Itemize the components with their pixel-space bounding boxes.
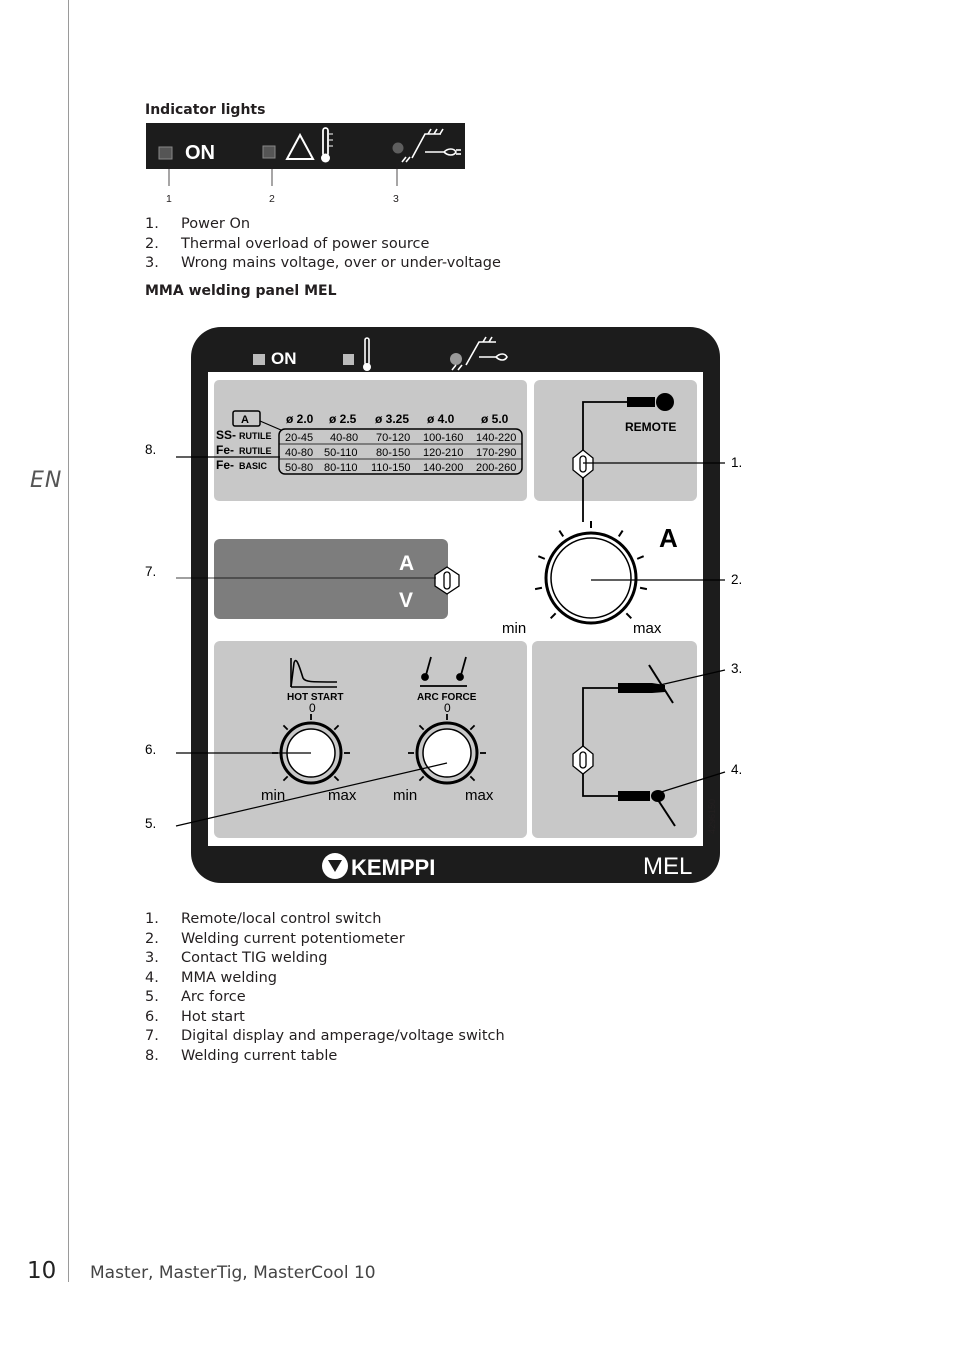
list-item-number: 4. <box>145 969 159 986</box>
list-item-number: 3. <box>145 255 159 271</box>
arc-force-max: max <box>465 787 494 804</box>
tig-connector <box>618 683 652 693</box>
knob-tick <box>535 588 542 589</box>
table-cell: 170-290 <box>476 447 517 459</box>
mma-connector <box>618 791 650 801</box>
electrode-prefix: Fe- <box>216 458 234 472</box>
list-item-number: 5. <box>145 989 159 1005</box>
list-item-text: Power On <box>181 216 251 232</box>
knob-tick <box>640 588 647 589</box>
panel-heading: MMA welding panel MEL <box>145 283 337 299</box>
mains-voltage-led <box>450 353 462 365</box>
page-number: 10 <box>27 1258 57 1284</box>
indicator-list <box>145 215 501 274</box>
current-unit-label: A <box>659 523 678 553</box>
on-label: ON <box>271 349 297 368</box>
list-item <box>145 254 501 274</box>
indicator-strip-figure <box>140 120 480 210</box>
hot-start-max: max <box>328 787 357 804</box>
footer-title: Master, MasterTig, MasterCool 10 <box>90 1263 376 1283</box>
remote-socket <box>656 393 674 411</box>
indicator-callout-2: 2 <box>269 193 275 205</box>
callout-8: 8. <box>145 442 157 457</box>
electrode-type: RUTILE <box>239 431 272 441</box>
list-item-text: Wrong mains voltage, over or under-voltage <box>181 255 501 271</box>
kemppi-logo <box>322 853 435 880</box>
diameter-header: ø 2.5 <box>329 412 357 426</box>
callout-1: 1. <box>731 455 743 470</box>
list-item-number: 1. <box>145 216 159 232</box>
mel-panel-figure <box>140 320 760 890</box>
table-cell: 200-260 <box>476 462 517 474</box>
table-cell: 50-110 <box>324 447 358 459</box>
indicator-callout-3: 3 <box>393 193 399 205</box>
list-item-number: 1. <box>145 911 159 927</box>
remote-connector <box>627 397 655 407</box>
electrode-prefix: SS- <box>216 428 237 442</box>
table-cell: 120-210 <box>423 447 464 459</box>
table-cell: 110-150 <box>371 462 411 474</box>
list-item <box>145 988 505 1008</box>
callout-6: 6. <box>145 742 157 757</box>
callout-4: 4. <box>731 762 743 777</box>
list-item <box>145 1027 505 1047</box>
table-cell: 140-200 <box>423 462 464 474</box>
power-led <box>253 354 265 365</box>
table-cell: 140-220 <box>476 432 517 444</box>
list-item <box>145 215 501 235</box>
indicator-callout-1: 1 <box>166 193 172 205</box>
arc-force-min: min <box>393 787 418 804</box>
list-item <box>145 235 501 255</box>
hot-start-min: min <box>261 787 286 804</box>
callout-2: 2. <box>731 572 743 587</box>
model-name: MEL <box>643 853 693 880</box>
arc-force-zero: 0 <box>444 701 451 715</box>
table-cell: 40-80 <box>330 432 359 444</box>
arc-force-label: ARC FORCE <box>417 692 477 703</box>
list-item-text: Welding current potentiometer <box>181 930 405 947</box>
indicator-heading: Indicator lights <box>145 102 266 118</box>
hot-start-label: HOT START <box>287 692 344 703</box>
table-cell: 20-45 <box>285 432 314 444</box>
language-tab: EN <box>30 468 63 493</box>
callout-5: 5. <box>145 816 157 831</box>
list-item-number: 2. <box>145 930 159 947</box>
list-item-number: 3. <box>145 950 159 966</box>
table-cell: 100-160 <box>423 432 464 444</box>
list-item <box>145 969 505 989</box>
list-item <box>145 1047 505 1067</box>
list-item <box>145 930 505 950</box>
callout-3: 3. <box>731 661 743 676</box>
list-item-text: Contact TIG welding <box>181 950 328 966</box>
diameter-header: ø 5.0 <box>481 412 509 426</box>
remote-label: REMOTE <box>625 420 677 434</box>
list-item-text: Remote/local control switch <box>181 911 382 927</box>
part-number: 4296150 <box>707 798 717 834</box>
mains-voltage-led <box>393 143 404 154</box>
connection-area <box>532 641 697 838</box>
diameter-header: ø 4.0 <box>427 412 455 426</box>
table-cell: 40-80 <box>285 447 314 459</box>
power-led <box>159 147 172 159</box>
main-knob-min: min <box>502 620 527 637</box>
electrode-type: RUTILE <box>239 446 272 456</box>
margin-rule <box>68 0 69 1282</box>
list-item-text: Welding current table <box>181 1047 338 1064</box>
thermal-led <box>263 146 275 158</box>
table-cell: 80-150 <box>376 447 411 459</box>
main-knob-max: max <box>633 620 662 637</box>
table-cell: 80-110 <box>324 462 358 474</box>
list-item-number: 2. <box>145 235 159 252</box>
list-item-text: Digital display and amperage/voltage switch <box>181 1028 505 1044</box>
panel-list <box>145 910 505 1066</box>
list-item <box>145 910 505 930</box>
diameter-header: ø 3.25 <box>375 412 410 426</box>
electrode-type: BASIC <box>239 461 268 471</box>
table-cell: 70-120 <box>376 432 411 444</box>
list-item <box>145 1008 505 1028</box>
electrode-prefix: Fe- <box>216 443 234 457</box>
list-item-text: Thermal overload of power source <box>181 235 430 252</box>
list-item <box>145 949 505 969</box>
hot-start-arc-force-area <box>214 641 527 838</box>
table-cell: 50-80 <box>285 462 314 474</box>
list-item-text: Hot start <box>181 1008 245 1025</box>
diameter-header: ø 2.0 <box>286 412 314 426</box>
mode-badge-label: A <box>241 414 249 426</box>
thermal-led <box>343 354 354 365</box>
list-item-number: 8. <box>145 1047 159 1064</box>
callout-7: 7. <box>145 564 157 579</box>
list-item-number: 7. <box>145 1028 159 1044</box>
list-item-number: 6. <box>145 1008 159 1025</box>
display-amp-label: A <box>399 552 415 575</box>
list-item-text: Arc force <box>181 989 246 1005</box>
display-volt-label: V <box>399 589 414 612</box>
brand-name: KEMPPI <box>351 855 436 880</box>
on-label: ON <box>185 142 215 164</box>
hot-start-zero: 0 <box>309 701 316 715</box>
list-item-text: MMA welding <box>181 969 277 986</box>
